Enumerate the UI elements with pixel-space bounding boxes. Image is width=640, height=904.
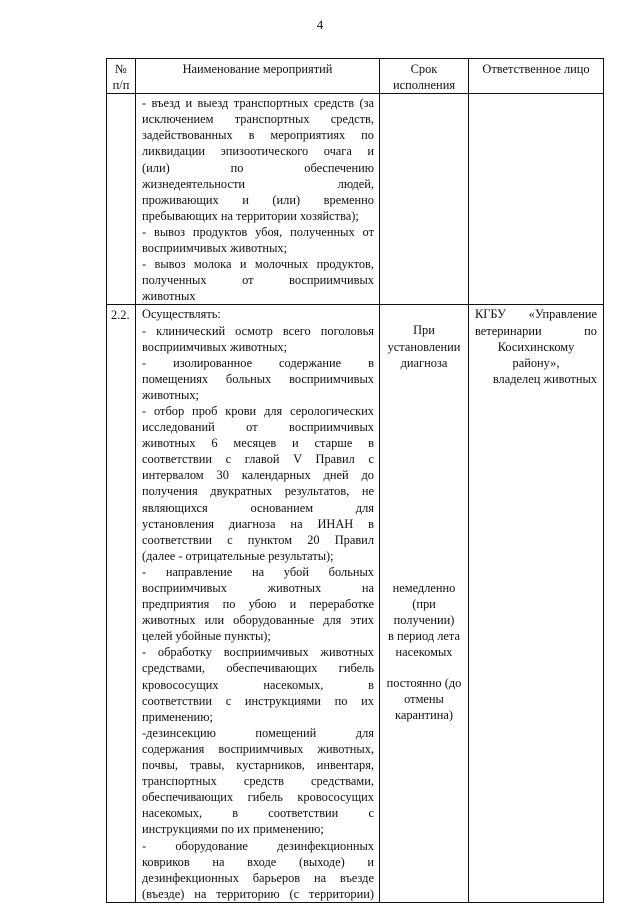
row1-term	[380, 94, 469, 305]
page-number: 4	[316, 17, 324, 32]
text-line: кровососущих насекомых, в	[142, 677, 374, 692]
header-responsible-line: Ответственное лицо	[482, 62, 590, 76]
term-line: насекомых	[395, 645, 453, 660]
term-on-diagnosis	[382, 305, 466, 370]
table-row	[107, 305, 604, 902]
text-line: транспортных средств средствами,	[142, 774, 374, 789]
text-line: ликвидации эпизоотического очага и	[142, 144, 374, 159]
term-line: в период лета	[388, 628, 460, 643]
text-line: - клинический осмотр всего поголовья	[142, 323, 374, 338]
responsible-line: ветеринарии по	[475, 323, 597, 338]
term-line: (при	[412, 596, 436, 611]
text-line: Осуществлять:	[142, 307, 221, 322]
text-line: (далее - отрицательные результаты);	[142, 548, 334, 563]
responsible-line: Косихинскому	[497, 339, 575, 354]
row2-num: 2.2.	[107, 305, 136, 902]
text-line: -дезинсекцию помещений для	[142, 725, 374, 740]
text-line: - оборудование дезинфекционных	[142, 838, 374, 853]
table-row	[107, 94, 604, 305]
text-line: восприимчивых животных;	[142, 241, 288, 256]
text-line: животных 6 месяцев и старше в	[142, 436, 374, 451]
text-line: животных или оборудованные для этих	[142, 613, 374, 628]
header-num	[107, 59, 136, 94]
text-line: - въезд и выезд транспортных средств (за	[142, 96, 374, 111]
text-line: целей убойные пункты);	[142, 629, 271, 644]
text-line: исследований от восприимчивых	[142, 420, 374, 435]
header-name	[136, 59, 380, 94]
text-line: соответствии с инструкциями по их	[142, 693, 374, 708]
measures-table	[106, 58, 604, 903]
responsible-line: КГБУ «Управление	[475, 307, 597, 322]
text-line: интервалом 30 календарных дней до	[142, 468, 374, 483]
text-line: (въезде) на территорию (с территории)	[142, 886, 374, 901]
term-line: диагноза	[400, 355, 448, 370]
header-term-line: Срок	[410, 62, 438, 76]
term-permanently	[382, 660, 466, 723]
text-line: жизнедеятельности людей,	[142, 176, 374, 191]
text-line: средствами, обеспечивающих гибель	[142, 661, 374, 676]
table-header-row	[107, 59, 604, 94]
text-line: животных	[142, 289, 196, 304]
text-line: задействованных в мероприятиях по	[142, 128, 374, 143]
text-line: помещениях больных восприимчивых	[142, 371, 374, 386]
text-line: насекомых, в соответствии с	[142, 806, 374, 821]
text-line: получения двукратных результатов, не	[142, 484, 374, 499]
text-line: полученных от восприимчивых	[142, 273, 374, 288]
text-line: дезинфекционных барьеров на въезде	[142, 870, 374, 885]
term-line: немедленно	[392, 580, 456, 595]
text-line: обеспечивающих гибель кровососущих	[142, 790, 374, 805]
term-line: установлении	[387, 339, 461, 354]
header-num-line: №	[115, 62, 127, 76]
text-line: инструкциями по их применению;	[142, 822, 324, 837]
text-line: - вывоз молока и молочных продуктов,	[142, 257, 374, 272]
text-line: предприятия по убою и переработке	[142, 597, 374, 612]
text-line: - обработку восприимчивых животных	[142, 645, 374, 660]
row1-responsible	[469, 94, 604, 305]
text-line: применению;	[142, 709, 213, 724]
term-line: постоянно (до	[386, 676, 462, 691]
header-term-line: исполнения	[392, 78, 456, 93]
row2-term	[380, 305, 469, 902]
row2-responsible	[469, 305, 604, 902]
text-line: соответствии с главой V Правил с	[142, 452, 374, 467]
term-immediately	[382, 371, 466, 660]
text-line: восприимчивых животных;	[142, 339, 288, 354]
text-line: - направление на убой больных	[142, 564, 374, 579]
text-line: - отбор проб крови для серологических	[142, 403, 374, 418]
row1-num	[107, 94, 136, 305]
term-line: При	[413, 323, 435, 338]
term-line: отмены	[404, 692, 444, 707]
header-term	[380, 59, 469, 94]
text-line: (или) по обеспечению	[142, 160, 374, 175]
row2-name	[136, 305, 380, 902]
text-line: пребывающих на территории хозяйства);	[142, 208, 359, 223]
header-responsible	[469, 59, 604, 94]
header-name-line: Наименование мероприятий	[182, 62, 333, 76]
text-line: - изолированное содержание в	[142, 355, 374, 370]
responsible-line: владелец животных	[492, 371, 597, 386]
text-line: исключением транспортных средств,	[142, 112, 374, 127]
row1-name	[136, 94, 380, 305]
text-line: восприимчивых животных на	[142, 581, 374, 595]
term-line: получении)	[393, 612, 455, 627]
responsible-line: району»,	[512, 355, 560, 370]
text-line: почвы, травы, кустарников, инвентаря,	[142, 758, 374, 773]
text-line: являющихся основанием для	[142, 500, 374, 515]
text-line: ковриков на входе (выходе) и	[142, 854, 374, 869]
text-line: установления диагноза на ИНАН в	[142, 516, 374, 531]
text-line: - вывоз продуктов убоя, полученных от	[142, 224, 374, 239]
text-line: соответствии с пунктом 20 Правил	[142, 532, 374, 547]
text-line: содержания восприимчивых животных,	[142, 741, 374, 756]
text-line: проживающих и (или) временно	[142, 192, 374, 207]
text-line: животных;	[142, 387, 199, 402]
term-line: карантина)	[395, 708, 453, 723]
header-num-line: п/п	[112, 78, 130, 93]
